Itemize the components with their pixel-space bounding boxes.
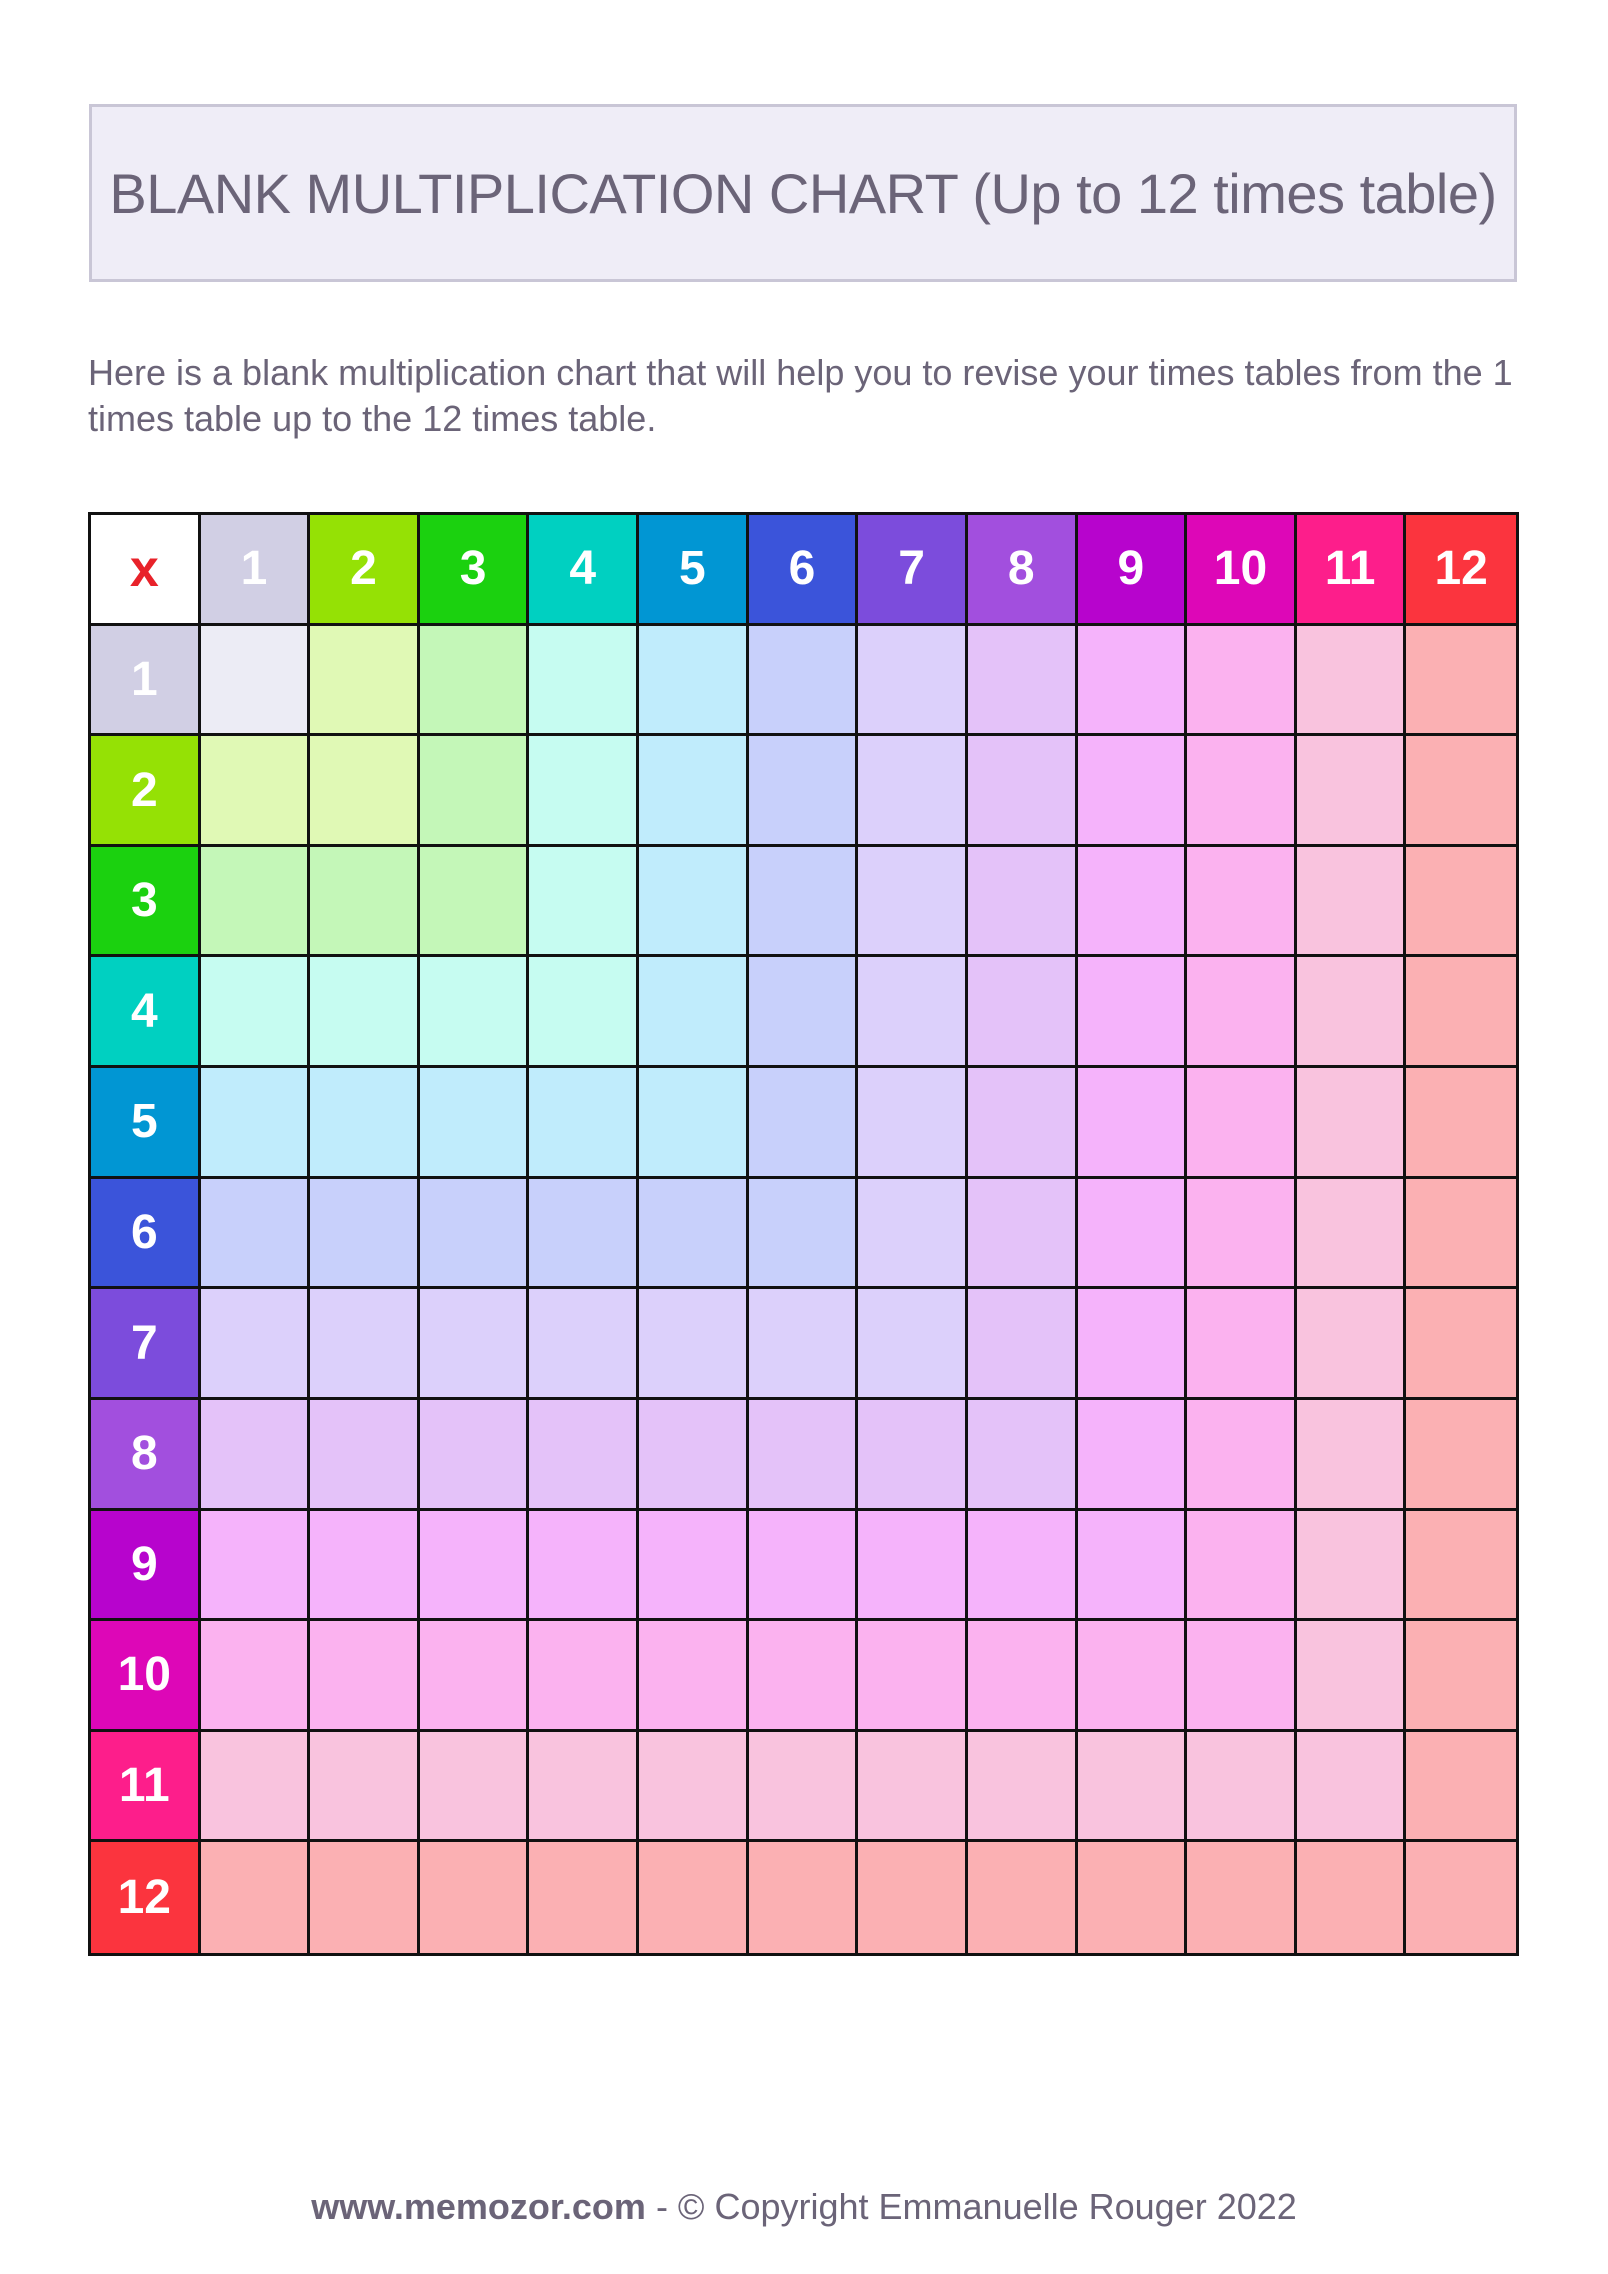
row-header: 8 bbox=[91, 1400, 201, 1511]
answer-cell[interactable] bbox=[1297, 1842, 1407, 1953]
column-header: 12 bbox=[1406, 515, 1516, 626]
answer-cell[interactable] bbox=[1078, 1400, 1188, 1511]
answer-cell[interactable] bbox=[639, 1068, 749, 1179]
answer-cell[interactable] bbox=[201, 626, 311, 737]
answer-cell[interactable] bbox=[201, 1068, 311, 1179]
column-header: 2 bbox=[310, 515, 420, 626]
footer bbox=[0, 2186, 1608, 2228]
answer-cell[interactable] bbox=[749, 626, 859, 737]
answer-cell[interactable] bbox=[201, 1179, 311, 1290]
answer-cell[interactable] bbox=[858, 1511, 968, 1622]
answer-cell[interactable] bbox=[529, 1842, 639, 1953]
answer-cell[interactable] bbox=[968, 1621, 1078, 1732]
answer-cell[interactable] bbox=[639, 1842, 749, 1953]
answer-cell[interactable] bbox=[310, 1511, 420, 1622]
answer-cell[interactable] bbox=[639, 1400, 749, 1511]
answer-cell[interactable] bbox=[420, 1732, 530, 1843]
answer-cell[interactable] bbox=[1406, 1400, 1516, 1511]
answer-cell[interactable] bbox=[529, 957, 639, 1068]
answer-cell[interactable] bbox=[310, 626, 420, 737]
answer-cell[interactable] bbox=[529, 847, 639, 958]
answer-cell[interactable] bbox=[1297, 1400, 1407, 1511]
answer-cell[interactable] bbox=[310, 1289, 420, 1400]
answer-cell[interactable] bbox=[968, 626, 1078, 737]
answer-cell[interactable] bbox=[749, 1289, 859, 1400]
row-header: 2 bbox=[91, 736, 201, 847]
answer-cell[interactable] bbox=[1297, 736, 1407, 847]
answer-cell[interactable] bbox=[1406, 1068, 1516, 1179]
answer-cell[interactable] bbox=[201, 1511, 311, 1622]
answer-cell[interactable] bbox=[858, 1842, 968, 1953]
answer-cell[interactable] bbox=[420, 1068, 530, 1179]
answer-cell[interactable] bbox=[749, 957, 859, 1068]
row-header: 1 bbox=[91, 626, 201, 737]
answer-cell[interactable] bbox=[1406, 1621, 1516, 1732]
answer-cell[interactable] bbox=[639, 1511, 749, 1622]
column-header: 8 bbox=[968, 515, 1078, 626]
answer-cell[interactable] bbox=[1297, 1068, 1407, 1179]
answer-cell[interactable] bbox=[1187, 1621, 1297, 1732]
answer-cell[interactable] bbox=[968, 1842, 1078, 1953]
row-header: 3 bbox=[91, 847, 201, 958]
answer-cell[interactable] bbox=[968, 736, 1078, 847]
answer-cell[interactable] bbox=[749, 1621, 859, 1732]
row-header: 9 bbox=[91, 1511, 201, 1622]
answer-cell[interactable] bbox=[310, 1842, 420, 1953]
answer-cell[interactable] bbox=[1187, 1842, 1297, 1953]
answer-cell[interactable] bbox=[310, 1068, 420, 1179]
answer-cell[interactable] bbox=[420, 1289, 530, 1400]
answer-cell[interactable] bbox=[1297, 1732, 1407, 1843]
row-header: 10 bbox=[91, 1621, 201, 1732]
answer-cell[interactable] bbox=[639, 1732, 749, 1843]
footer-site-link[interactable]: www.memozor.com bbox=[311, 2186, 646, 2227]
answer-cell[interactable] bbox=[529, 626, 639, 737]
answer-cell[interactable] bbox=[1078, 1068, 1188, 1179]
answer-cell[interactable] bbox=[420, 1511, 530, 1622]
column-header: 11 bbox=[1297, 515, 1407, 626]
answer-cell[interactable] bbox=[529, 1511, 639, 1622]
multiplication-grid bbox=[88, 512, 1519, 1956]
answer-cell[interactable] bbox=[1078, 1289, 1188, 1400]
answer-cell[interactable] bbox=[201, 1289, 311, 1400]
answer-cell[interactable] bbox=[1187, 1068, 1297, 1179]
answer-cell[interactable] bbox=[639, 736, 749, 847]
answer-cell[interactable] bbox=[420, 1842, 530, 1953]
answer-cell[interactable] bbox=[858, 1400, 968, 1511]
answer-cell[interactable] bbox=[968, 1400, 1078, 1511]
answer-cell[interactable] bbox=[1297, 1511, 1407, 1622]
answer-cell[interactable] bbox=[310, 847, 420, 958]
answer-cell[interactable] bbox=[1187, 957, 1297, 1068]
answer-cell[interactable] bbox=[310, 736, 420, 847]
column-header: 7 bbox=[858, 515, 968, 626]
answer-cell[interactable] bbox=[201, 957, 311, 1068]
multiply-symbol: x bbox=[129, 539, 159, 598]
answer-cell[interactable] bbox=[1187, 1289, 1297, 1400]
answer-cell[interactable] bbox=[420, 626, 530, 737]
row-header: 12 bbox=[91, 1842, 201, 1953]
column-header: 3 bbox=[420, 515, 530, 626]
answer-cell[interactable] bbox=[201, 1400, 311, 1511]
answer-cell[interactable] bbox=[1078, 957, 1188, 1068]
corner-cell bbox=[91, 515, 201, 626]
column-header: 1 bbox=[201, 515, 311, 626]
answer-cell[interactable] bbox=[858, 736, 968, 847]
answer-cell[interactable] bbox=[749, 1068, 859, 1179]
answer-cell[interactable] bbox=[310, 1621, 420, 1732]
answer-cell[interactable] bbox=[639, 1179, 749, 1290]
answer-cell[interactable] bbox=[1297, 1289, 1407, 1400]
column-header: 9 bbox=[1078, 515, 1188, 626]
answer-cell[interactable] bbox=[1187, 1511, 1297, 1622]
answer-cell[interactable] bbox=[1297, 957, 1407, 1068]
answer-cell[interactable] bbox=[529, 1289, 639, 1400]
answer-cell[interactable] bbox=[1297, 847, 1407, 958]
answer-cell[interactable] bbox=[639, 1621, 749, 1732]
page-title: BLANK MULTIPLICATION CHART (Up to 12 times table) bbox=[109, 161, 1497, 225]
answer-cell[interactable] bbox=[968, 1068, 1078, 1179]
answer-cell[interactable] bbox=[968, 1511, 1078, 1622]
answer-cell[interactable] bbox=[858, 1068, 968, 1179]
answer-cell[interactable] bbox=[749, 847, 859, 958]
answer-cell[interactable] bbox=[968, 957, 1078, 1068]
answer-cell[interactable] bbox=[1187, 847, 1297, 958]
answer-cell[interactable] bbox=[529, 1732, 639, 1843]
answer-cell[interactable] bbox=[420, 1621, 530, 1732]
answer-cell[interactable] bbox=[1406, 736, 1516, 847]
answer-cell[interactable] bbox=[1078, 847, 1188, 958]
column-header: 5 bbox=[639, 515, 749, 626]
answer-cell[interactable] bbox=[858, 957, 968, 1068]
column-header: 6 bbox=[749, 515, 859, 626]
answer-cell[interactable] bbox=[1078, 1511, 1188, 1622]
answer-cell[interactable] bbox=[529, 1068, 639, 1179]
answer-cell[interactable] bbox=[1187, 1179, 1297, 1290]
answer-cell[interactable] bbox=[201, 1842, 311, 1953]
answer-cell[interactable] bbox=[749, 1179, 859, 1290]
answer-cell[interactable] bbox=[201, 1621, 311, 1732]
answer-cell[interactable] bbox=[1406, 1732, 1516, 1843]
answer-cell[interactable] bbox=[420, 1400, 530, 1511]
answer-cell[interactable] bbox=[1078, 1842, 1188, 1953]
answer-cell[interactable] bbox=[310, 1179, 420, 1290]
answer-cell[interactable] bbox=[1406, 957, 1516, 1068]
answer-cell[interactable] bbox=[639, 626, 749, 737]
row-header: 5 bbox=[91, 1068, 201, 1179]
answer-cell[interactable] bbox=[529, 736, 639, 847]
answer-cell[interactable] bbox=[1297, 1179, 1407, 1290]
answer-cell[interactable] bbox=[529, 1400, 639, 1511]
answer-cell[interactable] bbox=[1187, 1400, 1297, 1511]
answer-cell[interactable] bbox=[639, 957, 749, 1068]
answer-cell[interactable] bbox=[201, 847, 311, 958]
answer-cell[interactable] bbox=[310, 957, 420, 1068]
answer-cell[interactable] bbox=[858, 626, 968, 737]
answer-cell[interactable] bbox=[310, 1400, 420, 1511]
answer-cell[interactable] bbox=[1078, 1621, 1188, 1732]
answer-cell[interactable] bbox=[968, 1289, 1078, 1400]
answer-cell[interactable] bbox=[201, 1732, 311, 1843]
answer-cell[interactable] bbox=[858, 1732, 968, 1843]
answer-cell[interactable] bbox=[529, 1621, 639, 1732]
column-header: 4 bbox=[529, 515, 639, 626]
answer-cell[interactable] bbox=[1406, 1179, 1516, 1290]
row-header: 4 bbox=[91, 957, 201, 1068]
answer-cell[interactable] bbox=[858, 1179, 968, 1290]
answer-cell[interactable] bbox=[420, 847, 530, 958]
answer-cell[interactable] bbox=[1406, 847, 1516, 958]
answer-cell[interactable] bbox=[858, 1621, 968, 1732]
row-header: 6 bbox=[91, 1179, 201, 1290]
row-header: 7 bbox=[91, 1289, 201, 1400]
answer-cell[interactable] bbox=[310, 1732, 420, 1843]
footer-copyright: - © Copyright Emmanuelle Rouger 2022 bbox=[645, 2186, 1297, 2227]
answer-cell[interactable] bbox=[1187, 626, 1297, 737]
answer-cell[interactable] bbox=[968, 1732, 1078, 1843]
answer-cell[interactable] bbox=[1078, 1732, 1188, 1843]
answer-cell[interactable] bbox=[968, 1179, 1078, 1290]
answer-cell[interactable] bbox=[968, 847, 1078, 958]
row-header: 11 bbox=[91, 1732, 201, 1843]
column-header: 10 bbox=[1187, 515, 1297, 626]
answer-cell[interactable] bbox=[1078, 1179, 1188, 1290]
answer-cell[interactable] bbox=[1406, 1511, 1516, 1622]
answer-cell[interactable] bbox=[420, 1179, 530, 1290]
answer-cell[interactable] bbox=[749, 1511, 859, 1622]
answer-cell[interactable] bbox=[1297, 1621, 1407, 1732]
title-box bbox=[89, 104, 1517, 282]
answer-cell[interactable] bbox=[420, 736, 530, 847]
answer-cell[interactable] bbox=[858, 1289, 968, 1400]
answer-cell[interactable] bbox=[1406, 1289, 1516, 1400]
answer-cell[interactable] bbox=[749, 1732, 859, 1843]
answer-cell[interactable] bbox=[749, 1400, 859, 1511]
answer-cell[interactable] bbox=[201, 736, 311, 847]
answer-cell[interactable] bbox=[1406, 626, 1516, 737]
answer-cell[interactable] bbox=[420, 957, 530, 1068]
answer-cell[interactable] bbox=[529, 1179, 639, 1290]
answer-cell[interactable] bbox=[1078, 736, 1188, 847]
answer-cell[interactable] bbox=[1406, 1842, 1516, 1953]
answer-cell[interactable] bbox=[1297, 626, 1407, 737]
answer-cell[interactable] bbox=[1187, 736, 1297, 847]
answer-cell[interactable] bbox=[749, 736, 859, 847]
answer-cell[interactable] bbox=[639, 847, 749, 958]
answer-cell[interactable] bbox=[858, 847, 968, 958]
answer-cell[interactable] bbox=[1078, 626, 1188, 737]
answer-cell[interactable] bbox=[639, 1289, 749, 1400]
intro-text: Here is a blank multiplication chart that will help you to revise your times tables from the 1 times table up to the 12 times table. bbox=[88, 352, 1513, 439]
answer-cell[interactable] bbox=[1187, 1732, 1297, 1843]
answer-cell[interactable] bbox=[749, 1842, 859, 1953]
